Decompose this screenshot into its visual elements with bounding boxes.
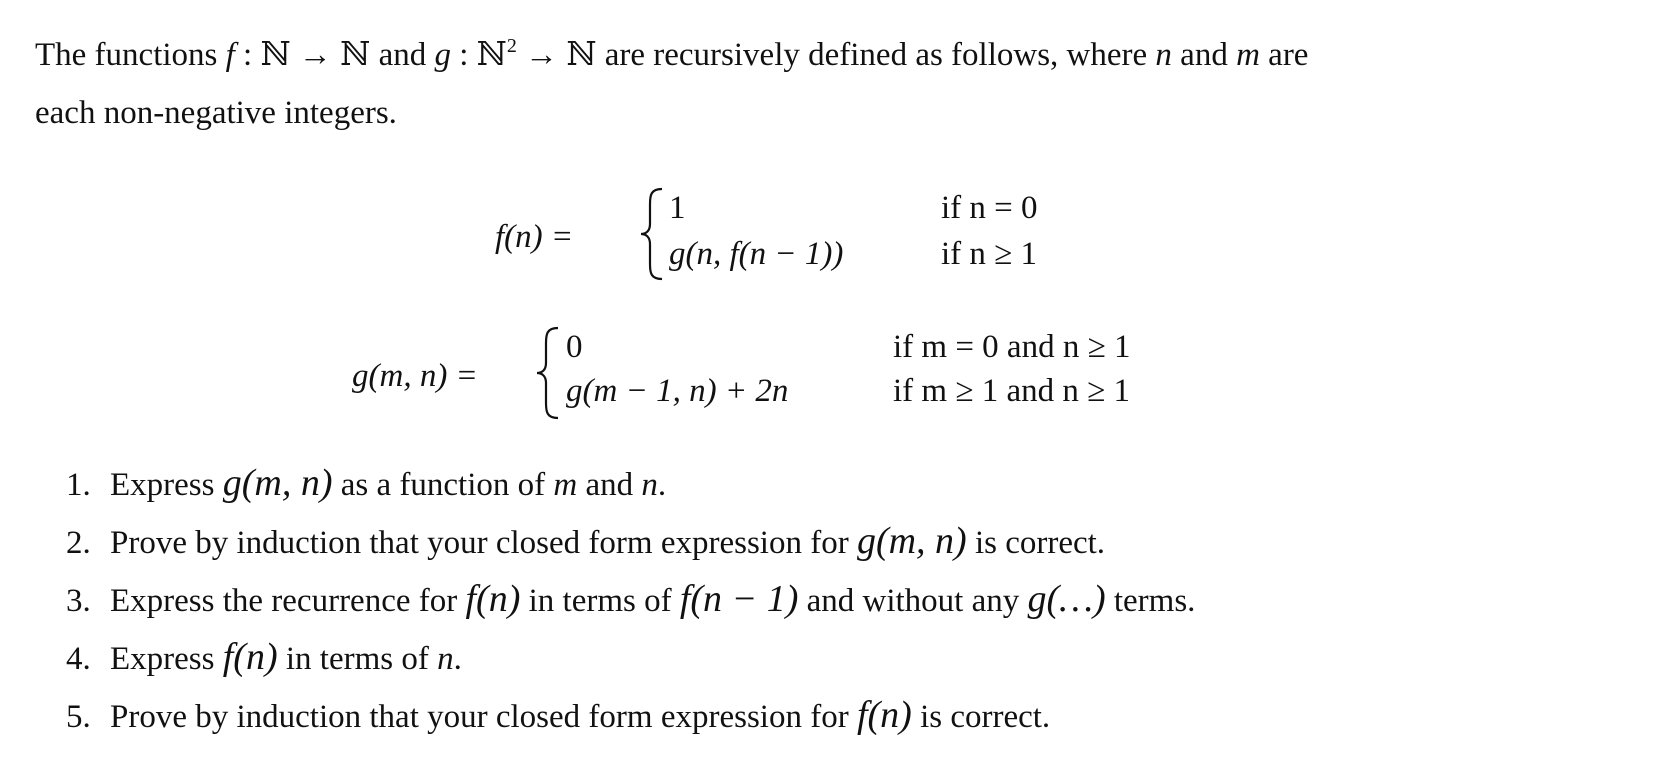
task-text: is correct. xyxy=(911,699,1051,735)
intro-text-line2: each non-negative integers. xyxy=(35,95,397,131)
left-brace-icon xyxy=(534,325,562,421)
math-expression: g(m, n) xyxy=(856,520,967,562)
math-n: n xyxy=(437,641,454,677)
task-text: in terms of xyxy=(520,583,680,619)
list-item xyxy=(66,514,1195,572)
math-m: m xyxy=(553,467,578,503)
task-text: is correct. xyxy=(966,525,1106,561)
intro-text: are recursively defined as follows, where xyxy=(596,37,1156,73)
g-definition-lhs: g(m, n) = xyxy=(352,358,478,394)
naturals-symbol: ℕ xyxy=(476,37,507,73)
math-expression: f(n − 1) xyxy=(679,578,799,620)
math-g: g xyxy=(434,37,451,73)
intro-text: and xyxy=(370,37,435,73)
f-case2-expression: g(n, f(n − 1)) xyxy=(669,236,844,272)
task-text: Express the recurrence for xyxy=(110,583,466,619)
math-expression: f(n) xyxy=(465,578,521,620)
f-case1-expression: 1 xyxy=(669,190,686,226)
naturals-symbol: ℕ xyxy=(340,37,371,73)
intro-paragraph xyxy=(35,26,1615,142)
math-expression: g(m, n) xyxy=(222,462,333,504)
list-number: 3. xyxy=(66,583,91,619)
list-item xyxy=(66,688,1195,746)
list-number: 1. xyxy=(66,467,91,503)
intro-text: and xyxy=(1171,37,1237,73)
f-case1-condition: if n = 0 xyxy=(941,190,1038,226)
math-arrow: → xyxy=(516,37,567,73)
list-number: 5. xyxy=(66,699,91,735)
list-number: 2. xyxy=(66,525,91,561)
task-text: Prove by induction that your closed form expression for xyxy=(110,699,857,735)
naturals-symbol: ℕ xyxy=(260,37,291,73)
math-colon: : xyxy=(450,37,477,73)
task-text: and without any xyxy=(798,583,1028,619)
g-definition xyxy=(352,325,1252,425)
list-item xyxy=(66,572,1195,630)
list-item xyxy=(66,630,1195,688)
math-expression: f(n) xyxy=(222,636,278,678)
intro-text: are xyxy=(1259,37,1309,73)
g-case2-expression: g(m − 1, n) + 2n xyxy=(566,373,789,409)
g-case1-condition: if m = 0 and n ≥ 1 xyxy=(893,329,1131,365)
math-n: n xyxy=(641,467,658,503)
math-arrow: → xyxy=(290,37,341,73)
f-definition xyxy=(495,186,1095,286)
task-text: Express xyxy=(110,641,223,677)
g-case1-expression: 0 xyxy=(566,329,583,365)
math-f: f xyxy=(225,37,235,73)
math-expression: f(n) xyxy=(856,694,912,736)
list-item xyxy=(66,456,1195,514)
intro-text: The functions xyxy=(35,37,226,73)
math-exponent: 2 xyxy=(506,35,517,57)
task-list xyxy=(66,456,1195,746)
task-text: Prove by induction that your closed form expression for xyxy=(110,525,857,561)
list-number: 4. xyxy=(66,641,91,677)
task-text: Express xyxy=(110,467,223,503)
left-brace-icon xyxy=(638,186,666,282)
task-text: . xyxy=(453,641,462,677)
f-definition-lhs: f(n) = xyxy=(495,219,574,255)
naturals-symbol: ℕ xyxy=(566,37,597,73)
f-case2-condition: if n ≥ 1 xyxy=(941,236,1038,272)
task-text: terms. xyxy=(1105,583,1196,619)
task-text: and xyxy=(577,467,642,503)
math-n: n xyxy=(1155,37,1172,73)
math-m: m xyxy=(1236,37,1260,73)
task-text: in terms of xyxy=(277,641,438,677)
task-text: as a function of xyxy=(332,467,554,503)
math-expression: g(…) xyxy=(1027,578,1106,620)
g-case2-condition: if m ≥ 1 and n ≥ 1 xyxy=(893,373,1130,409)
task-text: . xyxy=(657,467,667,503)
math-colon: : xyxy=(234,37,261,73)
